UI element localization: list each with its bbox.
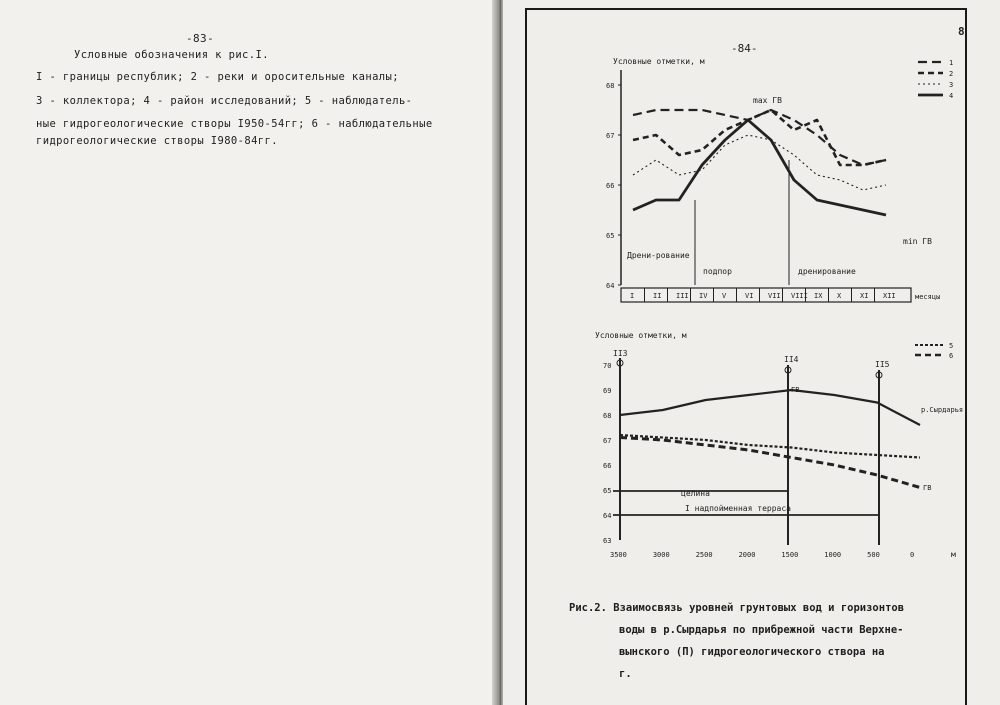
bottom-ytick-label: 65	[603, 487, 612, 495]
bottom-series	[620, 390, 920, 488]
bottom-ylabel: Условные отметки, м	[595, 331, 687, 340]
top-legend	[918, 59, 953, 100]
bottom-ytick-label: 66	[603, 462, 612, 470]
bottom-xtick-label: 3500	[610, 551, 627, 559]
top-ytick-label: 66	[606, 182, 615, 190]
bottom-legend-number: 6	[949, 352, 954, 360]
bottom-xtick-label: 0	[910, 551, 915, 559]
page-number-right: -84-	[731, 42, 758, 55]
top-month-label: I	[630, 292, 635, 300]
top-month-label: X	[837, 292, 842, 300]
top-legend-number: 3	[949, 81, 954, 89]
caption-line-3: вынского (П) гидрогеологического створа на	[619, 646, 885, 658]
bottom-xtick-label: 2500	[695, 551, 713, 559]
river-label: р.Сырдарья	[921, 406, 964, 414]
top-month-label: IX	[814, 292, 823, 300]
caption-line-1: Рис.2. Взаимосвязь уровней грунтовых вод и горизонтов	[569, 602, 905, 614]
top-min-label: min ГВ	[903, 237, 932, 246]
top-months	[630, 288, 896, 302]
top-ylabel: Условные отметки, м	[613, 57, 705, 66]
bottom-xtick-label: 1500	[781, 551, 799, 559]
terrace-label: I надпойменная терраса	[685, 504, 791, 513]
bottom-xunit: м	[951, 550, 956, 559]
top-month-label: VIII	[791, 292, 808, 300]
caption-line-2: воды в р.Сырдарья по прибрежной части Верхне-	[619, 624, 904, 636]
bottom-xtick-label: 2000	[738, 551, 756, 559]
top-legend-number: 4	[949, 92, 954, 100]
bottom-xtick-label: 1000	[824, 551, 842, 559]
bottom-ytick-label: 70	[603, 362, 612, 370]
legend-title: Условные обозначения к рис.I.	[74, 49, 269, 61]
legend-line-1: I - границы республик; 2 - реки и оросительные каналы;	[36, 71, 399, 83]
top-ytick-label: 65	[606, 232, 615, 240]
phase-rise: подпор	[703, 267, 732, 276]
right-page	[503, 0, 1000, 705]
top-ytick-label: 68	[606, 82, 615, 90]
top-ytick-label: 67	[606, 132, 615, 140]
gv-label: ГВ	[923, 484, 932, 492]
top-yticks	[606, 82, 621, 290]
top-month-label: II	[653, 292, 662, 300]
left-page	[0, 0, 497, 705]
top-month-label: V	[722, 292, 727, 300]
bottom-series-river-bank	[620, 390, 920, 425]
corner-mark: 8	[958, 25, 965, 38]
top-month-label: VII	[768, 292, 781, 300]
bottom-series-6	[620, 438, 920, 488]
months-label: месяцы	[915, 293, 941, 301]
top-month-label: III	[676, 292, 689, 300]
celina-label: целина	[681, 489, 710, 498]
caption-line-4: г.	[619, 668, 632, 680]
top-legend-number: 1	[949, 59, 954, 67]
bottom-xticks	[610, 551, 914, 559]
figure-caption	[569, 597, 904, 685]
top-legend-number: 2	[949, 70, 954, 78]
bottom-ytick-label: 64	[603, 512, 612, 520]
phase-drain-1: Дрени-рование	[627, 251, 690, 260]
bottom-series-5	[620, 435, 920, 458]
top-max-label: max ГВ	[753, 96, 782, 105]
legend-line-3: ные гидрогеологические створы I950-54гг; 6 - наблюдательные	[36, 118, 433, 130]
bottom-ytick-label: 69	[603, 387, 612, 395]
bottom-ytick-label: 67	[603, 437, 612, 445]
bottom-legend	[915, 342, 953, 360]
top-month-label: IV	[699, 292, 708, 300]
top-ytick-label: 64	[606, 282, 615, 290]
bottom-chart	[595, 331, 963, 559]
top-chart	[606, 57, 953, 302]
top-month-label: VI	[745, 292, 754, 300]
top-month-label: XII	[883, 292, 896, 300]
well-label-2: II4	[784, 355, 799, 364]
phase-drain-2: дренирование	[798, 267, 856, 276]
top-series-3	[633, 135, 886, 190]
well-label-3: II5	[875, 360, 890, 369]
top-series-2	[633, 110, 886, 165]
bottom-xtick-label: 3000	[652, 551, 670, 559]
top-series	[633, 110, 886, 215]
well-label-1: II3	[613, 349, 628, 358]
bottom-legend-number: 5	[949, 342, 954, 350]
bottom-xtick-label: 500	[867, 551, 880, 559]
zone-label: ГВ	[791, 386, 800, 394]
top-month-label: XI	[860, 292, 869, 300]
page-number-left: -83-	[186, 32, 215, 45]
top-series-4	[633, 120, 886, 215]
top-series-1	[633, 110, 886, 165]
legend-line-2: 3 - коллектора; 4 - район исследований; 5 - наблюдатель-	[36, 95, 413, 107]
bottom-yticks	[603, 362, 611, 545]
legend-line-4: гидрогеологические створы I980-84гг.	[36, 135, 278, 147]
bottom-ytick-label: 63	[603, 537, 612, 545]
bottom-ytick-label: 68	[603, 412, 612, 420]
